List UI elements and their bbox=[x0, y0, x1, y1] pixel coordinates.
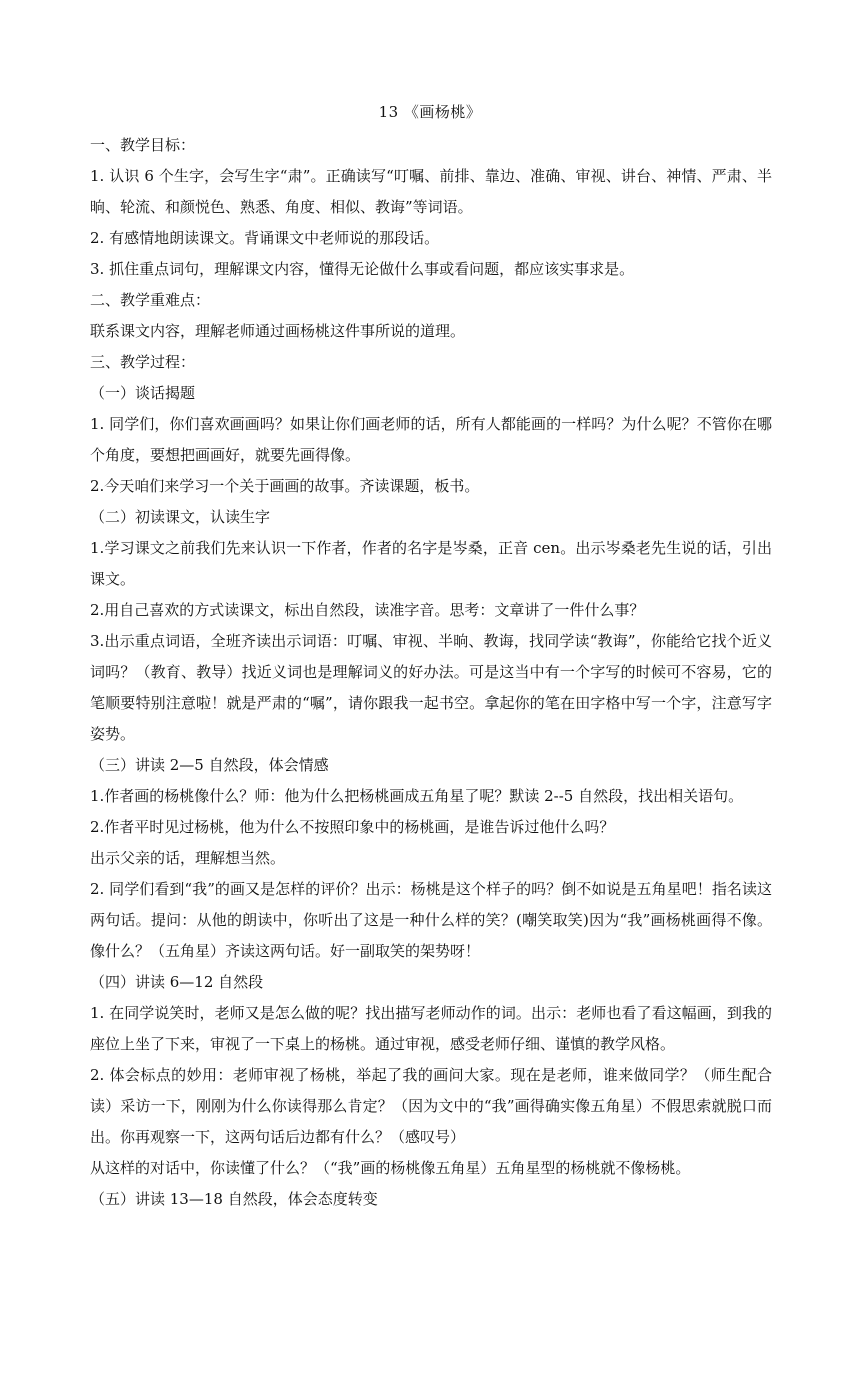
goal-item-3: 3. 抓住重点词句，理解课文内容，懂得无论做什么事或看问题，都应该实事求是。 bbox=[90, 260, 635, 278]
part2-item-1: 1.学习课文之前我们先来认识一下作者，作者的名字是岑桑，正音 cen。出示岑桑老先生说的话，引出课文。 bbox=[90, 539, 772, 588]
part1-item-2: 2.今天咱们来学习一个关于画画的故事。齐读课题，板书。 bbox=[90, 477, 480, 495]
subsection-heading-2: （二）初读课文，认读生字 bbox=[90, 508, 271, 526]
section-heading-goals: 一、教学目标： bbox=[90, 136, 196, 154]
section-heading-process: 三、教学过程： bbox=[90, 353, 196, 371]
subsection-heading-1: （一）谈话揭题 bbox=[90, 384, 196, 402]
subsection-heading-3: （三）讲读 2—5 自然段，体会情感 bbox=[90, 756, 329, 774]
goal-item-1: 1. 认识 6 个生字，会写生字“肃”。正确读写“叮嘱、前排、靠边、准确、审视、讲台、神情、严肃、半晌、轮流、和颜悦色、熟悉、角度、相似、教诲”等词语。 bbox=[90, 167, 772, 216]
part3-item-2-note: 出示父亲的话，理解想当然。 bbox=[90, 849, 286, 867]
part4-item-2: 2. 体会标点的妙用：老师审视了杨桃，举起了我的画问大家。现在是老师，谁来做同学？（师生配合读）采访一下，刚刚为什么你读得那么肯定？（因为文中的“我”画得确实像五角星）不假思索就脱口而出。你再观察一下，这两句话后边都有什么？（感叹号） bbox=[90, 1066, 772, 1146]
part4-item-2-note: 从这样的对话中，你读懂了什么？（“我”画的杨桃像五角星）五角星型的杨桃就不像杨桃。 bbox=[90, 1159, 691, 1177]
document-title: 13 《画杨桃》 bbox=[378, 103, 482, 121]
part3-item-3: 2. 同学们看到“我”的画又是怎样的评价？出示：杨桃是这个样子的吗？倒不如说是五角星吧！指名读这两句话。提问：从他的朗读中，你听出了这是一种什么样的笑？(嘲笑取笑)因为“我”画杨桃画得不像。像什么？（五角星）齐读这两句话。好一副取笑的架势呀！ bbox=[90, 880, 772, 960]
document-body bbox=[90, 130, 772, 1215]
subsection-heading-5: （五）讲读 13—18 自然段，体会态度转变 bbox=[90, 1190, 378, 1208]
part1-item-1: 1. 同学们，你们喜欢画画吗？如果让你们画老师的话，所有人都能画的一样吗？为什么呢？不管你在哪个角度，要想把画画好，就要先画得像。 bbox=[90, 415, 772, 464]
part3-item-2: 2.作者平时见过杨桃，他为什么不按照印象中的杨桃画，是谁告诉过他什么吗？ bbox=[90, 818, 615, 836]
goal-item-2: 2. 有感情地朗读课文。背诵课文中老师说的那段话。 bbox=[90, 229, 440, 247]
part2-item-2: 2.用自己喜欢的方式读课文，标出自然段，读准字音。思考：文章讲了一件什么事？ bbox=[90, 601, 645, 619]
subsection-heading-4: （四）讲读 6—12 自然段 bbox=[90, 973, 264, 991]
part4-item-1: 1. 在同学说笑时，老师又是怎么做的呢？找出描写老师动作的词。出示：老师也看了看这幅画，到我的座位上坐了下来，审视了一下桌上的杨桃。通过审视，感受老师仔细、谨慎的教学风格。 bbox=[90, 1004, 772, 1053]
part3-item-1: 1.作者画的杨桃像什么？师：他为什么把杨桃画成五角星了呢？默读 2--5 自然段，找出相关语句。 bbox=[90, 787, 744, 805]
section-heading-key-points: 二、教学重难点： bbox=[90, 291, 211, 309]
part2-item-3: 3.出示重点词语，全班齐读出示词语：叮嘱、审视、半晌、教诲，找同学读“教诲”，你能给它找个近义词吗？（教育、教导）找近义词也是理解词义的好办法。可是这当中有一个字写的时候可不容易，它的笔顺要特别注意啦！就是严肃的“嘱”，请你跟我一起书空。拿起你的笔在田字格中写一个字，注意写字姿势。 bbox=[90, 632, 772, 743]
key-points-text: 联系课文内容，理解老师通过画杨桃这件事所说的道理。 bbox=[90, 322, 466, 340]
